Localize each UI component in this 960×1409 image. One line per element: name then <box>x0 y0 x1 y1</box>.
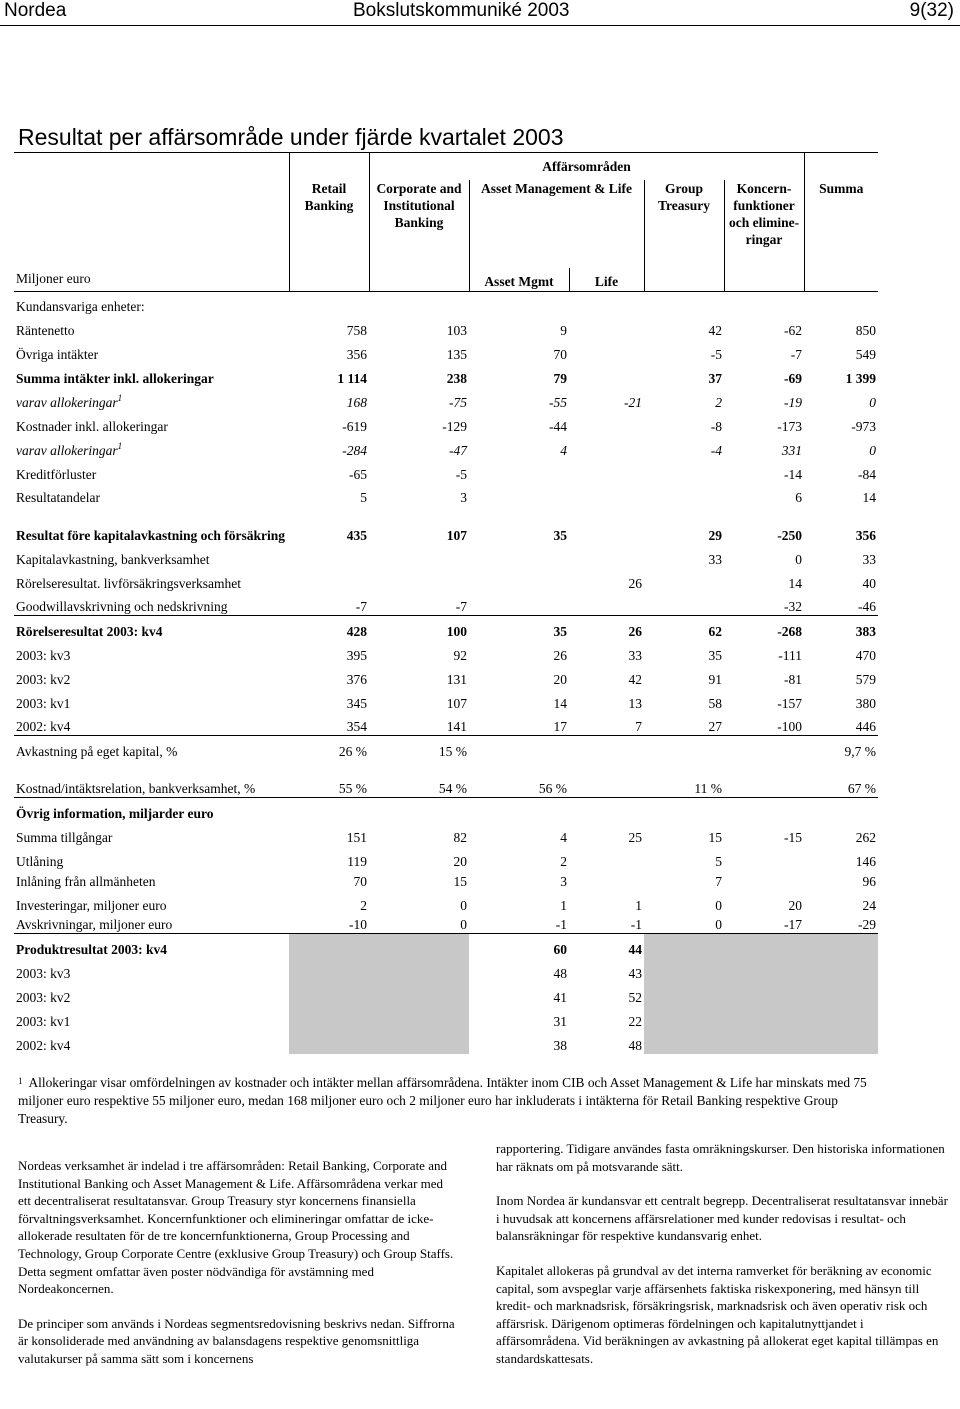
table-cell: -65 <box>349 466 367 482</box>
table-cell: 55 % <box>338 781 367 796</box>
table-cell: 1 114 <box>337 370 367 386</box>
table-cell: 15 <box>453 873 467 889</box>
table-cell: 470 <box>855 647 877 663</box>
table-cell <box>569 363 644 387</box>
table-cell: 33 <box>862 551 877 567</box>
table-cell: 35 <box>553 527 567 543</box>
table-cell: 5 <box>715 853 722 869</box>
table-cell: 119 <box>347 853 367 869</box>
table-cell <box>469 544 569 568</box>
row-label: Avkastning på eget kapital, % <box>14 736 289 760</box>
paragraph: De principer som används i Nordeas segmentsredovisning beskrivs nedan. Siffrorna är konsoliderade med användning av balansdagens respektive genomsnittliga valutakurser på samma sätt som i koncernens <box>18 1315 455 1366</box>
shaded-cell <box>644 1030 724 1054</box>
table-cell: 345 <box>346 695 367 711</box>
table-cell: 54 % <box>438 781 467 796</box>
table-cell <box>569 736 644 760</box>
row-label: 2002: kv4 <box>16 1037 71 1053</box>
row-label: 2003: kv3 <box>16 965 71 981</box>
table-cell: 428 <box>289 616 369 640</box>
table-cell: 14 <box>553 695 567 711</box>
table-cell: -46 <box>858 599 877 614</box>
row-label: Resultat före kapitalavkastning och försäkring <box>16 527 286 543</box>
table-row <box>14 1030 878 1054</box>
table-row <box>14 315 878 339</box>
row-label: Produktresultat 2003: kv4 <box>14 934 289 958</box>
table-cell: 395 <box>346 647 367 663</box>
table-cell: 92 <box>453 647 467 663</box>
table-cell: 43 <box>628 965 642 981</box>
row-label: 2003: kv3 <box>16 647 71 663</box>
table-cell <box>644 798 724 822</box>
table-cell: 48 <box>553 965 567 981</box>
shaded-cell <box>724 1006 804 1030</box>
table-cell: 37 <box>708 370 722 386</box>
table-cell <box>569 315 644 339</box>
shaded-cell <box>369 958 469 982</box>
table-cell: 380 <box>855 695 877 711</box>
table-row <box>14 435 878 459</box>
table-cell: -284 <box>342 442 367 458</box>
table-cell: 35 <box>469 616 569 640</box>
table-row <box>14 363 878 387</box>
unit-label: Miljoner euro <box>14 153 289 292</box>
table-cell: 579 <box>855 671 877 687</box>
row-label: Kostnad/intäktsrelation, bankverksamhet, % <box>16 781 256 796</box>
row-label: Summa intäkter inkl. allokeringar <box>16 370 214 386</box>
table-cell: 20 <box>553 671 567 687</box>
table-cell: -17 <box>784 917 803 932</box>
table-cell: 44 <box>569 934 644 958</box>
table-cell: 0 <box>460 897 467 913</box>
table-cell: -129 <box>442 418 467 434</box>
table-row <box>14 640 878 664</box>
table-cell: -1 <box>555 917 567 932</box>
table-cell: 25 <box>628 829 642 845</box>
shaded-cell <box>804 958 878 982</box>
paragraph: Kapitalet allokeras på grundval av det interna ramverket för beräkning av economic capital, som avspeglar varje affärsenhets faktiska riskexponering, med hänsyn till kredit- och marknadsrisk, försäkringsrisk, marknadsrisk och även operativ risk och affärsrisk. Därigenom optimeras fördelningen och kapitalutnyttjandet i affärsområdena. Vid beräkningen av avkastning på allokerat eget kapital tillämpas en standardskattesats. <box>496 1262 939 1366</box>
table-cell: -14 <box>784 466 803 482</box>
table-cell: -21 <box>624 394 642 410</box>
paragraph: rapportering. Tidigare användes fasta omräkningskurser. Den historiska informationen har räknats om på motsvarande sätt. <box>496 1141 945 1174</box>
table-cell <box>569 870 644 890</box>
table-cell: 107 <box>446 527 467 543</box>
table-cell <box>569 411 644 435</box>
shaded-cell <box>804 934 878 958</box>
table-cell: 107 <box>446 695 467 711</box>
row-label: Rörelseresultat 2003: kv4 <box>14 616 289 640</box>
document-title: Bokslutskommuniké 2003 <box>353 0 570 21</box>
table-cell: 26 <box>569 616 644 640</box>
table-cell <box>724 736 804 760</box>
footnote-text: Allokeringar visar omfördelningen av kostnader och intäkter mellan affärsområdena. Intäkter inom CIB och Asset Management & Life har minskats med 75 miljoner euro respektive 55 miljoner euro, medan 168 miljoner euro och 2 miljoner euro har inkluderats i intäkterna för Retail Banking respektive Group Treasury. <box>18 1075 867 1126</box>
page-header <box>0 0 960 24</box>
table-cell: 0 <box>460 917 467 932</box>
table-cell <box>644 592 724 616</box>
table-cell: 376 <box>346 671 367 687</box>
table-cell <box>724 870 804 890</box>
table-cell: 35 <box>708 647 722 663</box>
table-cell: 42 <box>708 322 722 338</box>
table-row <box>14 870 878 890</box>
table-cell: 20 <box>453 853 467 869</box>
table-cell: 15 <box>708 829 722 845</box>
table-cell: -5 <box>710 346 722 362</box>
footnote: $^1$ Allokeringar visar omfördelningen av kostnader och intäkter mellan affärsområdena. Intäkter inom CIB och Asset Management & Life har minskats med 75 miljoner euro respektive 55 miljoner euro, medan 168 miljoner euro och 2 miljoner euro har inkluderats i intäkterna för Retail Banking respektive Group Treasury. <box>18 1075 867 1126</box>
table-cell: 262 <box>855 829 877 845</box>
col-asset-mgmt-life: Asset Management & Life <box>480 180 633 196</box>
table-cell: 100 <box>369 616 469 640</box>
table-cell: 435 <box>346 527 367 543</box>
table-cell: 6 <box>795 489 803 505</box>
table-row <box>14 544 878 568</box>
row-label: Övriga intäkter <box>16 346 99 362</box>
table-cell: 38 <box>553 1037 567 1053</box>
table-cell: 11 % <box>694 781 722 796</box>
table-cell: 48 <box>628 1037 642 1053</box>
table-cell <box>644 483 724 506</box>
col-life: Life <box>594 273 619 289</box>
table-cell: 0 <box>715 917 722 932</box>
table-cell <box>644 736 724 760</box>
table-cell: 4 <box>560 829 567 845</box>
table-cell: 2 <box>360 897 367 913</box>
table-cell: 446 <box>855 719 877 734</box>
table-cell <box>644 459 724 483</box>
table-cell: 17 <box>553 719 567 734</box>
shaded-cell <box>289 1006 369 1030</box>
table-cell: -10 <box>349 917 367 932</box>
table-cell: 15 % <box>369 736 469 760</box>
table-row <box>14 592 878 616</box>
table-cell: 70 <box>353 873 367 889</box>
table-cell <box>369 568 469 592</box>
table-cell: -4 <box>710 442 722 458</box>
table-cell: 33 <box>708 551 722 567</box>
table-cell: -69 <box>784 370 803 386</box>
table-cell <box>289 544 369 568</box>
table-cell <box>469 592 569 616</box>
table-cell: 238 <box>446 370 467 386</box>
table-cell: 14 <box>788 575 803 591</box>
table-cell: 96 <box>862 873 877 889</box>
table-row <box>14 982 878 1006</box>
table-cell: 0 <box>795 551 803 567</box>
page-title: Resultat per affärsområde under fjärde kvartalet 2003 <box>18 124 564 150</box>
table-cell: 40 <box>862 575 877 591</box>
shaded-cell <box>724 1030 804 1054</box>
table-cell: 13 <box>628 695 642 711</box>
table-cell <box>724 760 804 798</box>
table-row <box>14 506 878 544</box>
group-header: Affärsområden <box>369 153 804 180</box>
table-cell <box>644 568 724 592</box>
table-row <box>14 339 878 363</box>
shaded-cell <box>724 934 804 958</box>
row-label: Avskrivningar, miljoner euro <box>16 917 173 932</box>
table-cell: 0 <box>869 442 877 458</box>
row-label: Resultatandelar <box>16 489 100 505</box>
shaded-cell <box>724 958 804 982</box>
table-cell: 383 <box>804 616 878 640</box>
table-cell: 22 <box>628 1013 642 1029</box>
body-left-column <box>18 1157 458 1385</box>
table-cell: 131 <box>446 671 467 687</box>
table-cell: -173 <box>777 418 803 434</box>
table-cell: -100 <box>777 719 803 734</box>
table-cell: 1 <box>635 897 642 913</box>
row-label: Goodwillavskrivning och nedskrivning <box>16 599 228 614</box>
table-cell <box>569 483 644 506</box>
table-cell <box>724 846 804 870</box>
table-cell: -619 <box>342 418 367 434</box>
table-cell: -111 <box>778 647 803 663</box>
table-cell: 56 % <box>538 781 567 796</box>
table-cell: 9,7 % <box>804 736 878 760</box>
shaded-cell <box>644 1006 724 1030</box>
table-cell: 20 <box>788 897 803 913</box>
table-cell: 62 <box>644 616 724 640</box>
table-cell: -62 <box>784 322 803 338</box>
table-row <box>14 664 878 688</box>
row-label: Rörelseresultat. livförsäkringsverksamhet <box>16 575 241 591</box>
section-label: Kundansvariga enheter: <box>16 298 145 314</box>
row-label: Utlåning <box>16 853 64 869</box>
table-row <box>14 736 878 760</box>
table-cell: 27 <box>708 719 722 734</box>
row-label: Inlåning från allmänheten <box>16 873 156 889</box>
table-cell: 103 <box>446 322 467 338</box>
table-cell: -32 <box>784 599 803 614</box>
table-cell: -7 <box>355 599 367 614</box>
shaded-cell <box>369 1006 469 1030</box>
row-label: Investeringar, miljoner euro <box>16 897 167 913</box>
table-cell: 42 <box>628 671 642 687</box>
table-row <box>14 568 878 592</box>
table-cell <box>724 798 804 822</box>
table-cell: 5 <box>360 489 367 505</box>
table-cell: 58 <box>708 695 722 711</box>
table-cell: 70 <box>553 346 567 362</box>
table-row <box>14 934 878 958</box>
table-cell: -84 <box>858 466 877 482</box>
table-cell: 60 <box>469 934 569 958</box>
shaded-cell <box>289 958 369 982</box>
table-cell: -75 <box>449 394 467 410</box>
table-cell: -47 <box>449 442 467 458</box>
col-cib: Corporate and Institutional Banking <box>369 180 469 290</box>
table-row <box>14 760 878 798</box>
table-cell: 356 <box>346 346 367 362</box>
col-group-treasury: Group Treasury <box>644 180 724 290</box>
shaded-cell <box>289 1030 369 1054</box>
row-label: Kapitalavkastning, bankverksamhet <box>16 551 210 567</box>
table-cell: 7 <box>635 719 642 734</box>
table-cell <box>469 798 569 822</box>
shaded-cell <box>804 1030 878 1054</box>
row-label: varav allokeringar$^1$ <box>16 440 123 458</box>
shaded-cell <box>369 1030 469 1054</box>
table-cell: -8 <box>710 418 722 434</box>
row-label: Kostnader inkl. allokeringar <box>16 418 168 434</box>
table-cell: 4 <box>560 442 567 458</box>
table-cell <box>469 568 569 592</box>
shaded-cell <box>804 1006 878 1030</box>
table-cell: 168 <box>346 394 367 410</box>
table-cell: 26 % <box>289 736 369 760</box>
table-cell: -157 <box>777 695 803 711</box>
table-cell <box>569 592 644 616</box>
table-cell: 758 <box>346 322 367 338</box>
table-cell: 151 <box>346 829 367 845</box>
shaded-cell <box>289 934 369 958</box>
table-cell: 1 399 <box>845 370 877 386</box>
shaded-cell <box>644 934 724 958</box>
row-label: 2003: kv2 <box>16 989 71 1005</box>
table-cell <box>369 798 469 822</box>
table-cell <box>569 798 644 822</box>
table-row <box>14 616 878 640</box>
body-right-column <box>496 1140 948 1385</box>
table-cell: 331 <box>781 442 803 458</box>
table-cell: 7 <box>715 873 722 889</box>
table-cell: 91 <box>708 671 722 687</box>
table-cell: 52 <box>628 989 642 1005</box>
table-cell <box>569 459 644 483</box>
table-cell: 0 <box>869 394 877 410</box>
table-cell: 3 <box>560 873 567 889</box>
paragraph: Nordeas verksamhet är indelad i tre affärsområden: Retail Banking, Corporate and Institutional Banking och Asset Management & Life. Affärsområdena verkar med ett decentraliserat resultatansvar. Group Treasury styr koncernens finansiella förvaltningsverksamhet. Koncernfunktioner och elimineringar omfattar de icke-allokerade resultaten för de tre koncernfunktionerna, Group Processing and Technology, Group Corporate Centre (exklusive Group Treasury) och Group Staffs. Detta segment omfattar även poster nödvändiga för avstämning med Nordeakoncernen. <box>18 1158 454 1297</box>
table-cell <box>569 544 644 568</box>
table-cell: 26 <box>553 647 567 663</box>
table-cell <box>569 846 644 870</box>
row-label: 2003: kv2 <box>16 671 71 687</box>
table-row <box>14 411 878 435</box>
table-cell: 24 <box>862 897 877 913</box>
table-cell: 1 <box>560 897 567 913</box>
shaded-cell <box>724 982 804 1006</box>
table-cell: 3 <box>460 489 467 505</box>
table-row <box>14 958 878 982</box>
shaded-cell <box>644 982 724 1006</box>
row-label: Räntenetto <box>16 322 75 338</box>
table-cell: -7 <box>455 599 467 614</box>
table-cell: 356 <box>855 527 877 543</box>
table-cell: 26 <box>628 575 642 591</box>
table-cell: -55 <box>549 394 567 410</box>
table-cell <box>469 459 569 483</box>
table-cell <box>469 736 569 760</box>
table-row <box>14 890 878 914</box>
table-cell <box>469 483 569 506</box>
row-label: Kreditförluster <box>16 466 97 482</box>
table-row <box>14 822 878 846</box>
row-label: 2002: kv4 <box>16 719 71 734</box>
table-cell: 141 <box>446 719 467 734</box>
col-asset-mgmt: Asset Mgmt <box>469 268 569 290</box>
table-cell: 2 <box>715 394 722 410</box>
table-row <box>14 798 878 822</box>
row-label: Summa tillgångar <box>16 829 113 845</box>
table-cell <box>289 568 369 592</box>
paragraph: Inom Nordea är kundansvar ett centralt begrepp. Decentraliserat resultatansvar innebär i huvudsak att koncernens affärsrelationer med kunder redovisas i resultat- och balansräkningar för respektive kundansvarig enhet. <box>496 1193 948 1244</box>
table-cell: 29 <box>708 527 722 543</box>
table-row <box>14 914 878 934</box>
table-cell: 79 <box>553 370 567 386</box>
table-row <box>14 846 878 870</box>
table-cell: -5 <box>455 466 467 482</box>
table-cell <box>569 339 644 363</box>
table-cell <box>369 544 469 568</box>
table-cell: 0 <box>715 897 722 913</box>
company-name: Nordea <box>4 0 67 21</box>
table-cell: 135 <box>446 346 467 362</box>
table-cell: -973 <box>851 418 877 434</box>
table-cell <box>289 798 369 822</box>
table-cell <box>569 760 644 798</box>
table-cell: 33 <box>628 647 642 663</box>
table-cell: 2 <box>560 853 567 869</box>
row-label: varav allokeringar$^1$ <box>16 392 123 410</box>
page-number: 9(32) <box>909 0 954 21</box>
table-cell: 850 <box>855 322 877 338</box>
table-row <box>14 688 878 712</box>
results-table <box>14 152 878 1054</box>
header-divider <box>0 25 960 26</box>
shaded-cell <box>644 958 724 982</box>
table-cell: -268 <box>724 616 804 640</box>
table-row <box>14 712 878 736</box>
table-cell: 14 <box>862 489 877 505</box>
table-cell: -19 <box>784 394 803 410</box>
row-label: 2003: kv1 <box>16 1013 71 1029</box>
table-cell: -7 <box>790 346 803 362</box>
table-cell <box>804 798 878 822</box>
table-cell: 9 <box>560 322 567 338</box>
table-cell: 354 <box>346 719 367 734</box>
row-label: Övrig information, miljarder euro <box>14 798 289 822</box>
table-cell <box>569 435 644 459</box>
table-cell: -44 <box>549 418 567 434</box>
shaded-cell <box>369 982 469 1006</box>
shaded-cell <box>289 982 369 1006</box>
col-summa: Summa <box>819 180 864 196</box>
shaded-cell <box>804 982 878 1006</box>
table-body <box>14 315 878 1054</box>
table-cell: -81 <box>784 671 803 687</box>
table-cell: -1 <box>630 917 642 932</box>
table-cell: 67 % <box>847 781 877 796</box>
table-cell: 41 <box>553 989 567 1005</box>
table-cell <box>569 506 644 544</box>
table-cell: 82 <box>453 829 467 845</box>
table-row <box>14 387 878 411</box>
table-cell: -29 <box>858 917 877 932</box>
table-cell: -15 <box>784 829 803 845</box>
row-label: 2003: kv1 <box>16 695 71 711</box>
table-cell: -250 <box>777 527 803 543</box>
table-row <box>14 1006 878 1030</box>
table-row <box>14 459 878 483</box>
table-cell: 146 <box>855 853 877 869</box>
table-cell: 31 <box>553 1013 567 1029</box>
table-row <box>14 483 878 506</box>
col-retail: Retail Banking <box>289 180 369 290</box>
table-cell: 549 <box>855 346 877 362</box>
shaded-cell <box>369 934 469 958</box>
col-koncern: Koncern-funktioner och elimine-ringar <box>724 180 804 290</box>
